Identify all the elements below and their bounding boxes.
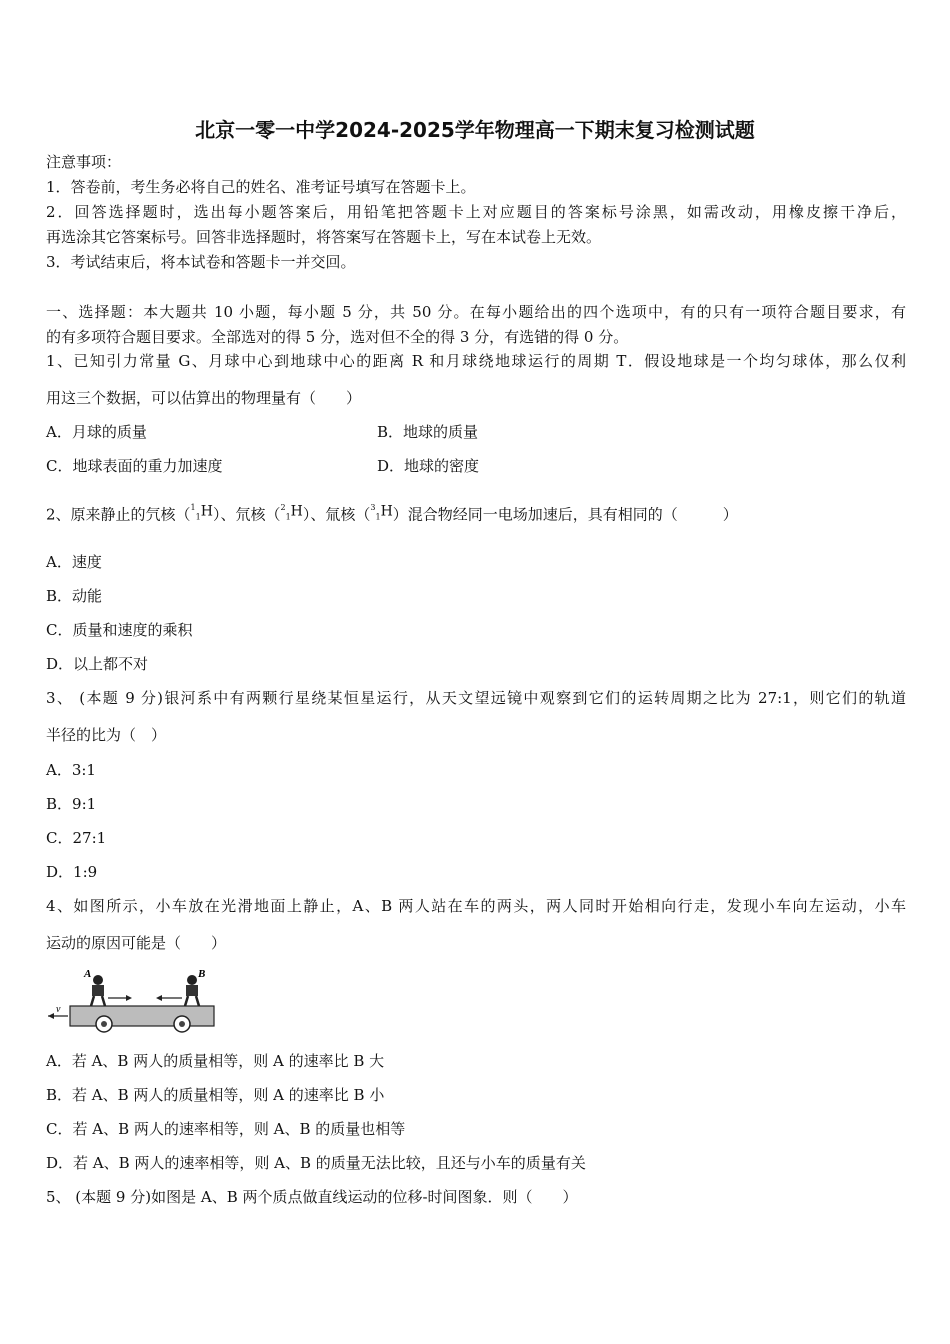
notice-item: 再选涂其它答案标号。回答非选择题时，将答案写在答题卡上，写在本试卷上无效。: [46, 228, 602, 246]
notice-heading: 注意事项：: [46, 153, 122, 171]
q2-text: ）、氘核（: [212, 505, 281, 524]
q1-option-a[interactable]: A．月球的质量: [46, 423, 147, 441]
notice-item: 2．回答选择题时，选出每小题答案后，用铅笔把答题卡上对应题目的答案标号涂黑，如需改动，用橡皮擦干净后，: [46, 203, 906, 221]
q1-option-c[interactable]: C．地球表面的重力加速度: [46, 457, 223, 475]
q3-option-c[interactable]: C．27:1: [46, 829, 107, 847]
q1-option-d[interactable]: D．地球的密度: [377, 457, 480, 475]
question-2-stem: [46, 502, 738, 531]
question-4-stem: 4、如图所示，小车放在光滑地面上静止，A、B 两人站在车的两头，两人同时开始相向行走，发现小车向左运动，小车: [46, 897, 906, 915]
page-title: 北京一零一中学2024-2025学年物理高一下期末复习检测试题: [195, 118, 755, 142]
q2-text: ）、氚核（: [302, 505, 371, 524]
q2-option-b[interactable]: B．动能: [46, 587, 103, 605]
section-instructions: 一、选择题：本大题共 10 小题，每小题 5 分，共 50 分。在每小题给出的四个选项中，有的只有一项符合题目要求，有: [46, 303, 906, 321]
q4-option-d[interactable]: D．若 A、B 两人的速率相等，则 A、B 的质量无法比较，且还与小车的质量有关: [46, 1154, 586, 1172]
cart-figure: [46, 966, 218, 1034]
q2-option-d[interactable]: D．以上都不对: [46, 655, 149, 673]
q2-option-c[interactable]: C．质量和速度的乘积: [46, 621, 193, 639]
label-a: A: [84, 968, 92, 980]
question-1-stem: 1、已知引力常量 G、月球中心到地球中心的距离 R 和月球绕地球运行的周期 T．假设地球是一个均匀球体，那么仅利: [46, 352, 906, 370]
notice-item: 1．答卷前，考生务必将自己的姓名、准考证号填写在答题卡上。: [46, 178, 476, 196]
notice-item: 3．考试结束后，将本试卷和答题卡一并交回。: [46, 253, 356, 271]
q2-text: ）混合物经同一电场加速后，具有相同的（ ）: [392, 505, 738, 524]
label-b: B: [198, 968, 206, 980]
question-5-stem: 5、 (本题 9 分)如图是 A、B 两个质点做直线运动的位移-时间图象．则（ ）: [46, 1188, 578, 1206]
deuterium-isotope: $^2_1$H: [280, 503, 303, 522]
question-4-stem: 运动的原因可能是（ ）: [46, 934, 227, 952]
person-a: [91, 975, 105, 1006]
person-b: [185, 975, 199, 1006]
person-a-arrow-head: [126, 995, 132, 1001]
velocity-label: v: [56, 1004, 61, 1015]
person-b-arrow-head: [156, 995, 162, 1001]
question-3-stem: 半径的比为（ ）: [46, 726, 167, 744]
q2-option-a[interactable]: A．速度: [46, 553, 102, 571]
q4-option-b[interactable]: B．若 A、B 两人的质量相等，则 A 的速率比 B 小: [46, 1086, 385, 1104]
q3-option-b[interactable]: B．9:1: [46, 795, 97, 813]
section-instructions: 的有多项符合题目要求。全部选对的得 5 分，选对但不全的得 3 分，有选错的得 0 分。: [46, 328, 629, 346]
protium-isotope: $^1_1$H: [190, 503, 213, 522]
cart-body: [70, 1006, 214, 1026]
q4-option-a[interactable]: A．若 A、B 两人的质量相等，则 A 的速率比 B 大: [46, 1052, 385, 1070]
wheel-hub: [179, 1021, 185, 1027]
q3-option-d[interactable]: D．1:9: [46, 863, 98, 881]
q4-option-c[interactable]: C．若 A、B 两人的速率相等，则 A、B 的质量也相等: [46, 1120, 406, 1138]
wheel-hub: [101, 1021, 107, 1027]
tritium-isotope: $^3_1$H: [370, 503, 393, 522]
question-3-stem: 3、 (本题 9 分)银河系中有两颗行星绕某恒星运行，从天文望远镜中观察到它们的运转周期之比为 27:1，则它们的轨道: [46, 689, 906, 707]
velocity-arrow-head: [48, 1013, 54, 1019]
q1-option-b[interactable]: B．地球的质量: [377, 423, 479, 441]
q3-option-a[interactable]: A．3:1: [46, 761, 96, 779]
question-1-stem: 用这三个数据，可以估算出的物理量有（ ）: [46, 389, 362, 407]
q2-text: 2、原来静止的氕核（: [46, 505, 191, 524]
